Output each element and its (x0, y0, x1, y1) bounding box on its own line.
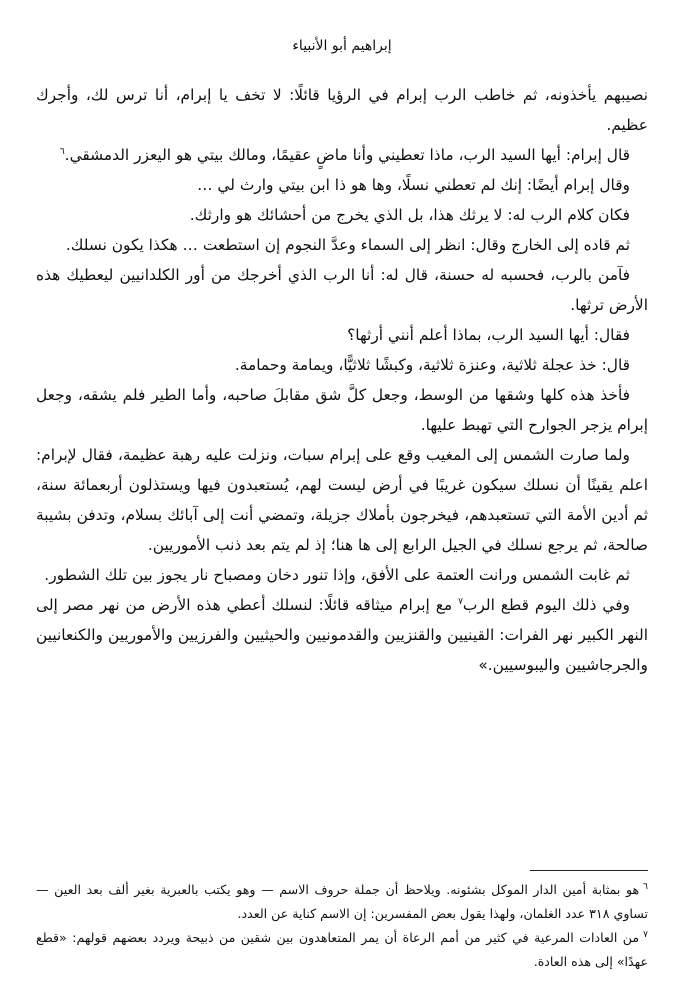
footnote-ref-7[interactable]: ٧ (458, 596, 463, 607)
footnote-text-6: هو بمثابة أمين الدار الموكل بشئونه. ويلاحظ أن جملة حروف الاسم — وهو يكتب بالعبرية بغير ألف بعد العين — تساوي ٣١٨ عدد الغلمان، ولهذا يقول بعض المفسرين: إن الاسم كناية عن العدد. (36, 882, 648, 921)
footnote-mark-7: ٧ (643, 929, 648, 940)
paragraph-8: قال: خذ عجلة ثلاثية، وعنزة ثلاثية، وكبشًا ثلاثيًّا، ويمامة وحمامة. (234, 356, 630, 374)
paragraph-1: نصيبهم يأخذونه، ثم خاطب الرب إبرام في الرؤيا قائلًا: لا تخف يا إبرام، أنا ترس لك، وأجرك عظيم. (36, 86, 648, 134)
footnote-mark-6: ٦ (643, 881, 648, 892)
paragraph-4: فكان كلام الرب له: لا يرثك هذا، بل الذي يخرج من أحشائك هو وارثك. (189, 206, 630, 224)
paragraph-12 (36, 590, 648, 680)
footnote-6 (36, 878, 648, 926)
paragraph-12-rest: مع إبرام ميثاقه قائلًا: لنسلك أعطي هذه الأرض من نهر مصر إلى النهر الكبير نهر الفرات: القينيين والقنزيين والقدمونيين والحيثيين والفرزيين والأموريين والكنعانيين والجرجاشيين واليبوسيين.» (36, 596, 648, 674)
paragraph-5: ثم قاده إلى الخارج وقال: انظر إلى السماء وعدَّ النجوم إن استطعت … هكذا يكون نسلك. (65, 236, 630, 254)
paragraph-7: فقال: أيها السيد الرب، بماذا أعلم أنني أرثها؟ (347, 326, 630, 344)
paragraph-2 (36, 140, 648, 170)
paragraph-6: فآمن بالرب، فحسبه له حسنة، قال له: أنا الرب الذي أخرجك من أور الكلدانيين ليعطيك هذه الأرض ترثها. (36, 266, 648, 314)
footnotes (36, 878, 648, 974)
footnote-ref-6[interactable]: ٦ (59, 146, 65, 157)
paragraph-10: ولما صارت الشمس إلى المغيب وقع على إبرام سبات، ونزلت عليه رهبة عظيمة، فقال لإبرام: اعلم يقينًا أن نسلك سيكون غريبًا في أرض ليست لهم، يُستعبدون فيها ويستذلون أربعمائة سنة، ثم أدين الأمة التي تستعبدهم، فيخرجون بأملاك جزيلة، وتمضي أنت إلى آبائك بسلام، وتدفن بشيبة صالحة، ثم يرجع نسلك في الجيل الرابع إلى ها هنا؛ إذ لم يتم بعد ذنب الأموريين. (36, 446, 648, 554)
footnote-text-7: من العادات المرعية في كثير من أمم الرعاة أن يمر المتعاهدون بين شقين من ذبيحة ويردد بعضهم قولهم: «قطع عهدًا» إلى هذه العادة. (36, 930, 648, 969)
paragraph-9: فأخذ هذه كلها وشقها من الوسط، وجعل كلَّ شق مقابلَ صاحبه، وأما الطير فلم يشقه، وجعل إبرام يزجر الجوارح التي تهبط عليها. (36, 386, 648, 434)
paragraph-11: ثم غابت الشمس ورانت العتمة على الأفق، وإذا تنور دخان ومصباح نار يجوز بين تلك الشطور. (44, 566, 630, 584)
paragraph-3: وقال إبرام أيضًا: إنك لم تعطني نسلًا، وها هو ذا ابن بيتي وارث لي … (197, 176, 630, 194)
paragraph-12-start: وفي ذلك اليوم قطع الرب (462, 596, 630, 614)
footnote-separator (530, 870, 648, 871)
paragraph-2-text: قال إبرام: أيها السيد الرب، ماذا تعطيني وأنا ماضٍ عقيمًا، ومالك بيتي هو اليعزر الدمشقي. (64, 146, 630, 164)
main-text (36, 80, 648, 680)
footnote-7 (36, 926, 648, 974)
running-header: إبراهيم أبو الأنبياء (292, 38, 392, 54)
